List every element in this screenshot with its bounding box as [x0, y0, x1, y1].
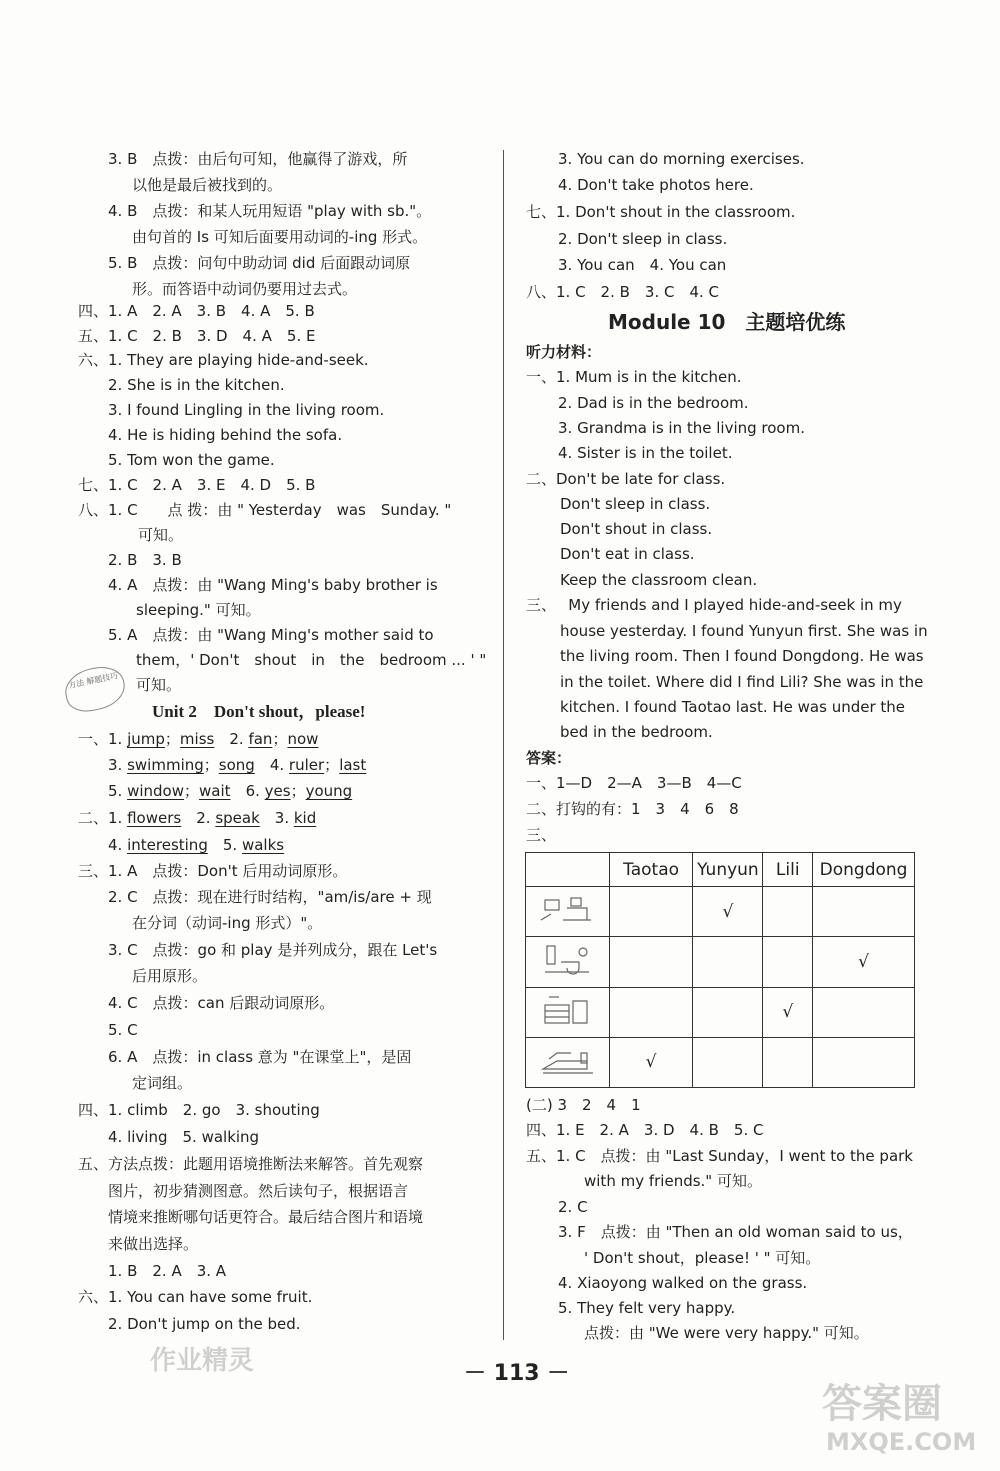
text-line: 2. She is in the kitchen. — [108, 376, 285, 394]
text-line: (二) 3 2 4 1 — [526, 1096, 641, 1114]
table-row — [526, 937, 915, 987]
text-line: 一、1. Mum is in the kitchen. — [526, 368, 742, 386]
section-label: 答案： — [526, 749, 572, 767]
table-cell — [609, 937, 693, 987]
column-divider — [503, 150, 504, 1340]
answer-word: miss — [179, 730, 215, 748]
answer-word: kid — [293, 809, 317, 827]
text-line: 3. You can do morning exercises. — [558, 150, 805, 168]
watermark-url: MXQE.COM — [826, 1428, 977, 1456]
text-line: 以他是最后被找到的。 — [132, 176, 283, 194]
answer-row: 一、1. jump；miss 2. fan；now — [78, 730, 319, 748]
column-header: Dongdong — [813, 853, 915, 887]
text-line: 五、1. C 点拨：由 "Last Sunday，I went to the park — [526, 1147, 913, 1165]
text-line: 5. A 点拨：由 "Wang Ming's mother said to — [108, 626, 434, 644]
text-line: 4. He is hiding behind the sofa. — [108, 426, 343, 444]
text-line: 5. C — [108, 1021, 138, 1039]
living-room-picture — [526, 887, 610, 937]
table-cell — [693, 1037, 763, 1087]
column-header: Yunyun — [693, 853, 763, 887]
answer-word: yes — [264, 782, 291, 800]
item-number: 4. — [269, 756, 285, 774]
table-cell — [693, 987, 763, 1037]
answer-word: wait — [199, 782, 231, 800]
answer-word: young — [305, 782, 353, 800]
text-line: bed in the bedroom. — [560, 723, 713, 741]
text-line: 七、1. Don't shout in the classroom. — [526, 203, 796, 221]
answer-word: walks — [241, 836, 285, 854]
text-line: 3. B 点拨：由后句可知，他赢得了游戏，所 — [108, 150, 408, 168]
table-cell — [609, 887, 693, 937]
text-line: 3. You can 4. You can — [558, 256, 727, 274]
text-line: 四、1. climb 2. go 3. shouting — [78, 1101, 320, 1119]
text-line: 4. C 点拨：can 后跟动词原形。 — [108, 994, 335, 1012]
answer-word: interesting — [127, 836, 208, 854]
text-line: 三、 — [526, 826, 557, 844]
table-cell — [813, 987, 915, 1037]
text-line: with my friends." 可知。 — [584, 1172, 762, 1190]
bedroom-picture — [526, 1037, 610, 1087]
table-cell — [763, 1037, 813, 1087]
text-line: 八、1. C 2. B 3. C 4. C — [526, 283, 720, 301]
text-line: 3. Grandma is in the living room. — [558, 419, 805, 437]
text-line: Don't sleep in class. — [560, 495, 711, 513]
table-cell: √ — [693, 887, 763, 937]
text-line: 5. B 点拨：问句中助动词 did 后面跟动词原 — [108, 254, 411, 272]
kitchen-picture — [526, 987, 610, 1037]
text-line: 4. A 点拨：由 "Wang Ming's baby brother is — [108, 576, 438, 594]
table-cell — [813, 887, 915, 937]
table-cell — [609, 987, 693, 1037]
text-line: ' Don't shout，please! ' " 可知。 — [584, 1249, 821, 1267]
table-cell — [763, 937, 813, 987]
table-cell: √ — [813, 937, 915, 987]
answer-row — [78, 807, 316, 829]
question-label: 一、1. — [78, 730, 123, 748]
text-line: sleeping." 可知。 — [136, 601, 261, 619]
text-line: 4. Don't take photos here. — [558, 176, 754, 194]
section-label: 听力材料： — [526, 343, 602, 361]
item-number: 3. — [274, 809, 290, 827]
page-number: － 113 － — [464, 1361, 570, 1386]
text-line: 3. F 点拨：由 "Then an old woman said to us， — [558, 1223, 913, 1241]
text-line: 七、1. C 2. A 3. E 4. D 5. B — [78, 476, 316, 494]
text-line: 2. Dad is in the bedroom. — [558, 394, 749, 412]
item-number: 5. — [108, 782, 123, 800]
item-number: 2. — [229, 730, 244, 748]
text-line: 6. A 点拨：in class 意为 "在课堂上"，是固 — [108, 1048, 412, 1066]
text-line: 2. C 点拨：现在进行时结构，"am/is/are + 现 — [108, 888, 432, 906]
question-label: 二、1. — [78, 809, 123, 827]
text-line: house yesterday. I found Yunyun first. She was in — [560, 622, 928, 640]
answer-word: swimming — [127, 756, 204, 774]
item-number: 3. — [108, 756, 123, 774]
text-line: 四、1. E 2. A 3. D 4. B 5. C — [526, 1121, 764, 1139]
text-line: 情境来推断哪句话更符合。最后结合图片和语境 — [108, 1208, 424, 1226]
text-line: 五、1. C 2. B 3. D 4. A 5. E — [78, 327, 316, 345]
table-cell: √ — [609, 1037, 693, 1087]
text-line: 5. Tom won the game. — [108, 451, 275, 469]
text-line: 5. They felt very happy. — [558, 1299, 736, 1317]
text-line: 六、1. They are playing hide-and-seek. — [78, 351, 369, 369]
column-header: Taotao — [609, 853, 693, 887]
text-line: 4. living 5. walking — [108, 1128, 260, 1146]
table-cell: √ — [763, 987, 813, 1037]
answer-row — [108, 834, 284, 856]
text-line: 一、1—D 2—A 3—B 4—C — [526, 774, 742, 792]
answer-word: speak — [215, 809, 260, 827]
text-line: 2. Don't sleep in class. — [558, 230, 728, 248]
text-line: 可知。 — [136, 676, 182, 694]
text-line: 3. C 点拨：go 和 play 是并列成分，跟在 Let's — [108, 941, 438, 959]
text-line: 点拨：由 "We were very happy." 可知。 — [584, 1324, 869, 1342]
column-header: Lili — [763, 853, 813, 887]
header-blank-cell — [526, 853, 610, 887]
table-row — [526, 1037, 915, 1087]
answer-word: jump — [127, 730, 165, 748]
table-row — [526, 887, 915, 937]
text-line: 4. Xiaoyong walked on the grass. — [558, 1274, 808, 1292]
text-line: 可知。 — [138, 526, 184, 544]
answer-word: fan — [248, 730, 273, 748]
text-line: 形。而答语中动词仍要用过去式。 — [132, 280, 358, 298]
text-line: 三、 My friends and I played hide-and-seek in my — [526, 596, 902, 614]
text-line: 图片，初步猜测图意。然后读句子，根据语言 — [108, 1182, 409, 1200]
watermark-logo: 答案圈 — [822, 1381, 942, 1427]
item-number: 4. — [108, 836, 123, 854]
method-stamp: 方法 解题技巧 — [61, 662, 128, 716]
watermark-text: 作业精灵 — [150, 1346, 255, 1376]
table-cell — [693, 937, 763, 987]
text-line: Keep the classroom clean. — [560, 571, 758, 589]
text-line: 来做出选择。 — [108, 1235, 199, 1253]
item-number: 6. — [245, 782, 260, 800]
text-line: the living room. Then I found Dongdong. He was — [560, 647, 924, 665]
text-line: 2. Don't jump on the bed. — [108, 1315, 301, 1333]
text-line: 2. B 3. B — [108, 551, 182, 569]
text-line: 由句首的 Is 可知后面要用动词的-ing 形式。 — [132, 228, 428, 246]
answer-word: flowers — [127, 809, 182, 827]
text-line: 4. Sister is in the toilet. — [558, 444, 733, 462]
text-line: Don't eat in class. — [560, 545, 695, 563]
answer-row: 3. swimming；song 4. ruler；last — [108, 756, 367, 774]
text-line: 二、打钩的有：1 3 4 6 8 — [526, 800, 739, 818]
text-line: 二、Don't be late for class. — [526, 470, 726, 488]
toilet-picture — [526, 937, 610, 987]
item-number: 2. — [196, 809, 211, 827]
text-line: them，' Don't shout in the bedroom ... ' " — [136, 651, 487, 669]
text-line: in the toilet. Where did I find Lili? She was in the — [560, 673, 924, 691]
answer-word: now — [287, 730, 319, 748]
text-line: 后用原形。 — [132, 967, 208, 985]
text-line: 在分词（动词-ing 形式）"。 — [132, 914, 323, 932]
text-line: 2. C — [558, 1198, 588, 1216]
text-line: 八、1. C 点 拨：由 " Yesterday was Sunday. " — [78, 501, 452, 519]
table-cell — [813, 1037, 915, 1087]
text-line: 四、1. A 2. A 3. B 4. A 5. B — [78, 302, 315, 320]
answer-word: last — [339, 756, 367, 774]
text-line: 五、方法点拨：此题用语境推断法来解答。首先观察 — [78, 1155, 424, 1173]
answer-word: ruler — [288, 756, 325, 774]
text-line: 4. B 点拨：和某人玩用短语 "play with sb."。 — [108, 202, 432, 220]
answer-table — [525, 852, 915, 1088]
unit-title: Unit 2 Don't shout，please! — [152, 702, 366, 721]
text-line: 定词组。 — [132, 1074, 193, 1092]
item-number: 5. — [222, 836, 238, 854]
text-line: 六、1. You can have some fruit. — [78, 1288, 313, 1306]
text-line: Don't shout in class. — [560, 520, 713, 538]
text-line: 三、1. A 点拨：Don't 后用动词原形。 — [78, 862, 348, 880]
table-cell — [763, 887, 813, 937]
table-row — [526, 987, 915, 1037]
answer-word: song — [218, 756, 255, 774]
text-line: 3. I found Lingling in the living room. — [108, 401, 385, 419]
module-title: Module 10 主题培优练 — [608, 310, 846, 334]
answer-row: 5. window；wait 6. yes；young — [108, 782, 353, 800]
text-line: kitchen. I found Taotao last. He was under the — [560, 698, 906, 716]
text-line: 1. B 2. A 3. A — [108, 1262, 227, 1280]
table-header-row — [526, 853, 915, 887]
answer-word: window — [127, 782, 185, 800]
